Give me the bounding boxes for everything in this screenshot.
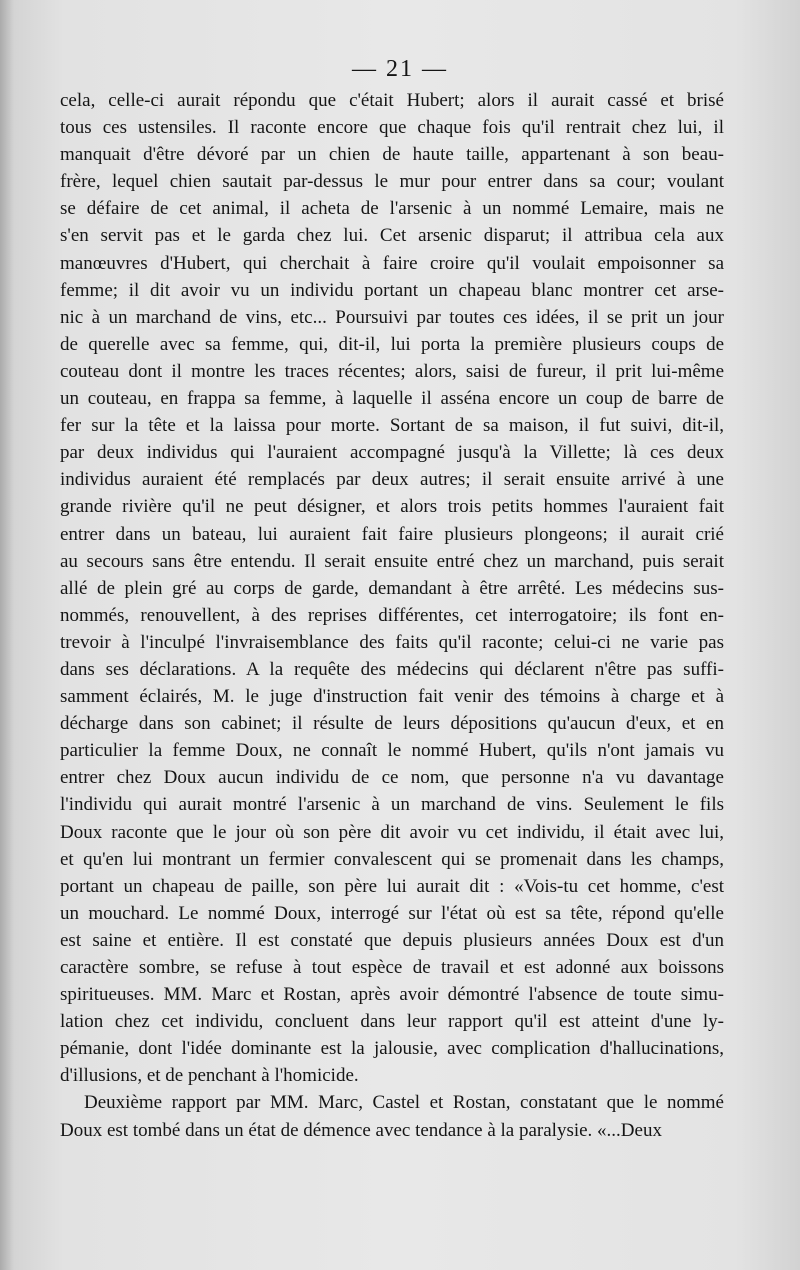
text-line: l'individu qui aurait montré l'arsenic à un marchand de vins. Seulement le fils [60, 794, 724, 816]
text-line: décharge dans son cabinet; il résulte de leurs dépositions qu'aucun d'eux, et en [60, 713, 724, 735]
text-line: et qu'en lui montrant un fermier convalescent qui se promenait dans les champs, [60, 848, 724, 870]
text-line: spiritueuses. MM. Marc et Rostan, après avoir démontré l'absence de toute simu- [60, 984, 724, 1006]
text-line: lation chez cet individu, concluent dans leur rapport qu'il est atteint d'une ly- [60, 1011, 724, 1033]
text-line: entrer chez Doux aucun individu de ce nom, que personne n'a vu davantage [60, 767, 724, 789]
text-line: dans ses déclarations. A la requête des médecins qui déclarent n'être pas suffi- [60, 658, 724, 680]
text-line: pémanie, dont l'idée dominante est la jalousie, avec complication d'hallucinations, [60, 1038, 724, 1060]
text-line: est saine et entière. Il est constaté que depuis plusieurs années Doux est d'un [60, 929, 724, 951]
binding-shadow [0, 0, 14, 1270]
text-line: Doux est tombé dans un état de démence avec tendance à la paralysie. «...Deux [60, 1119, 662, 1141]
text-line: cela, celle-ci aurait répondu que c'était Hubert; alors il aurait cassé et brisé [60, 90, 724, 111]
page-body [60, 87, 724, 1144]
text-line: un couteau, en frappa sa femme, à laquelle il asséna encore un coup de barre de [60, 388, 724, 410]
text-line: se défaire de cet animal, il acheta de l'arsenic à un nommé Lemaire, mais ne [60, 198, 724, 220]
text-line: portant un chapeau de paille, son père lui aurait dit : «Vois-tu cet homme, c'est [60, 875, 724, 897]
paragraph-2 [60, 1089, 724, 1143]
text-line: manœuvres d'Hubert, qui cherchait à faire croire qu'il voulait empoisonner sa [60, 252, 724, 274]
text-line: entrer dans un bateau, lui auraient fait faire plusieurs plongeons; il aurait crié [60, 523, 724, 545]
text-line: nommés, renouvellent, à des reprises différentes, cet interrogatoire; ils font en- [60, 604, 724, 626]
text-line: femme; il dit avoir vu un individu portant un chapeau blanc montrer cet arse- [60, 279, 724, 301]
text-line: manquait d'être dévoré par un chien de haute taille, appartenant à son beau- [60, 144, 724, 166]
text-line: couteau dont il montre les traces récentes; alors, saisi de fureur, il prit lui-même [60, 360, 724, 382]
text-line: fer sur la tête et la laissa pour morte. Sortant de sa maison, il fut suivi, dit-il, [60, 415, 724, 437]
text-line: s'en servit pas et le garda chez lui. Cet arsenic disparut; il attribua cela aux [60, 225, 724, 247]
paragraph-1 [60, 87, 724, 1089]
text-line: nic à un marchand de vins, etc... Poursuivi par toutes ces idées, il se prit un jour [60, 306, 724, 328]
text-line: de querelle avec sa femme, qui, dit-il, lui porta la première plusieurs coups de [60, 333, 724, 355]
text-line: un mouchard. Le nommé Doux, interrogé sur l'état où est sa tête, répond qu'elle [60, 902, 724, 924]
text-line: particulier la femme Doux, ne connaît le nommé Hubert, qu'ils n'ont jamais vu [60, 740, 724, 762]
page-number: — 21 — [352, 56, 448, 82]
text-line: caractère sombre, se refuse à tout espèce de travail et est adonné aux boissons [60, 957, 724, 978]
text-line: par deux individus qui l'auraient accompagné jusqu'à la Villette; là ces deux [60, 442, 724, 464]
text-line: Doux raconte que le jour où son père dit avoir vu cet individu, il était avec lui, [60, 821, 724, 843]
text-line: au secours sans être entendu. Il serait ensuite entré chez un marchand, puis serait [60, 550, 724, 572]
text-line: grande rivière qu'il ne peut désigner, et alors trois petits hommes l'auraient fait [60, 496, 724, 518]
text-line: individus auraient été remplacés par deux autres; il serait ensuite arrivé à une [60, 469, 724, 491]
text-line: frère, lequel chien sautait par-dessus le mur pour entrer dans sa cour; voulant [60, 171, 724, 193]
text-line: Deuxième rapport par MM. Marc, Castel et Rostan, constatant que le nommé [84, 1092, 724, 1114]
text-line: allé de plein gré au corps de garde, demandant à être arrêté. Les médecins sus- [60, 577, 724, 599]
text-line: d'illusions, et de penchant à l'homicide. [60, 1065, 359, 1087]
text-line: trevoir à l'inculpé l'invraisemblance des faits qu'il raconte; celui-ci ne varie pas [60, 631, 724, 653]
text-line: tous ces ustensiles. Il raconte encore que chaque fois qu'il rentrait chez lui, il [60, 117, 724, 139]
text-line: samment éclairés, M. le juge d'instruction fait venir des témoins à charge et à [60, 686, 724, 708]
